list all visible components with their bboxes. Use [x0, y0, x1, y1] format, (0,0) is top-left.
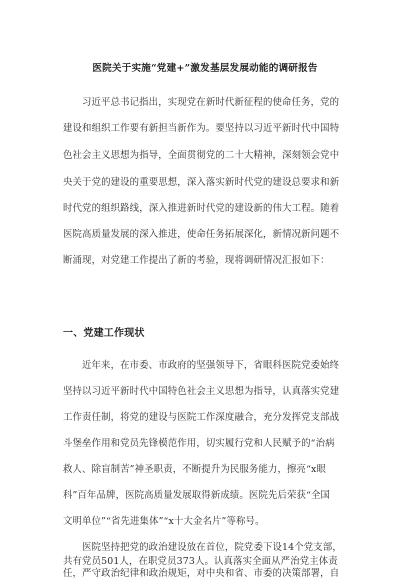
intro-line: 断涌现，对党建工作提出了新的考验，现将调研情况汇报如下： — [63, 255, 330, 266]
intro-line: 习近平总书记指出，实现党在新时代新征程的使命任务，党的 — [82, 97, 340, 108]
intro-line: 建设和组织工作要有新担当新作为。要坚持以习近平新时代中国特 — [63, 123, 340, 134]
paragraph2-line: 共有党员501人，在职党员373人。认真落实全面从严治党主体责 — [63, 556, 338, 567]
paragraph-line: 斗堡垒作用和党员先锋模范作用，切实履行党和人民赋予的“治病 — [63, 438, 335, 449]
paragraph-line: 坚持以习近平新时代中国特色社会主义思想为指导，认真落实党建 — [63, 386, 340, 397]
paragraph-line: 文明单位”“省先进集体”“x十大金名片”等称号。 — [63, 516, 265, 527]
paragraph2-line: 任，严守政治纪律和政治规矩，对中央和省、市委的决策部署，自 — [63, 568, 340, 579]
intro-line: 医院高质量发展的深入推进，使命任务拓展深化，新情况新问题不 — [63, 229, 340, 240]
paragraph2-line: 医院坚持把党的政治建设放在首位，院党委下设14个党支部， — [82, 542, 342, 553]
paragraph-line: 工作责任制，将党的建设与医院工作深度融合，充分发挥党支部战 — [63, 412, 340, 423]
paragraph-line: 科”百年品牌，医院高质量发展取得新成绩。医院先后荣获“全国 — [63, 490, 331, 501]
paragraph-line: 救人、除盲制苦”神圣职责，不断提升为民服务能力，擦亮“x眼 — [63, 464, 326, 475]
section-heading: 一、党建工作现状 — [63, 328, 145, 339]
intro-line: 时代党的组织路线，深入推进新时代党的建设新的伟大工程。随着 — [63, 203, 340, 214]
intro-line: 央关于党的建设的重要思想，深入落实新时代党的建设总要求和新 — [63, 177, 340, 188]
intro-line: 色社会主义思想为指导，全面贯彻党的二十大精神，深刻领会党中 — [63, 150, 340, 161]
document-title: 医院关于实施“党建+”激发基层发展动能的调研报告 — [92, 63, 318, 74]
paragraph-line: 近年来，在市委、市政府的坚强领导下，省眼科医院党委始终 — [82, 360, 340, 371]
